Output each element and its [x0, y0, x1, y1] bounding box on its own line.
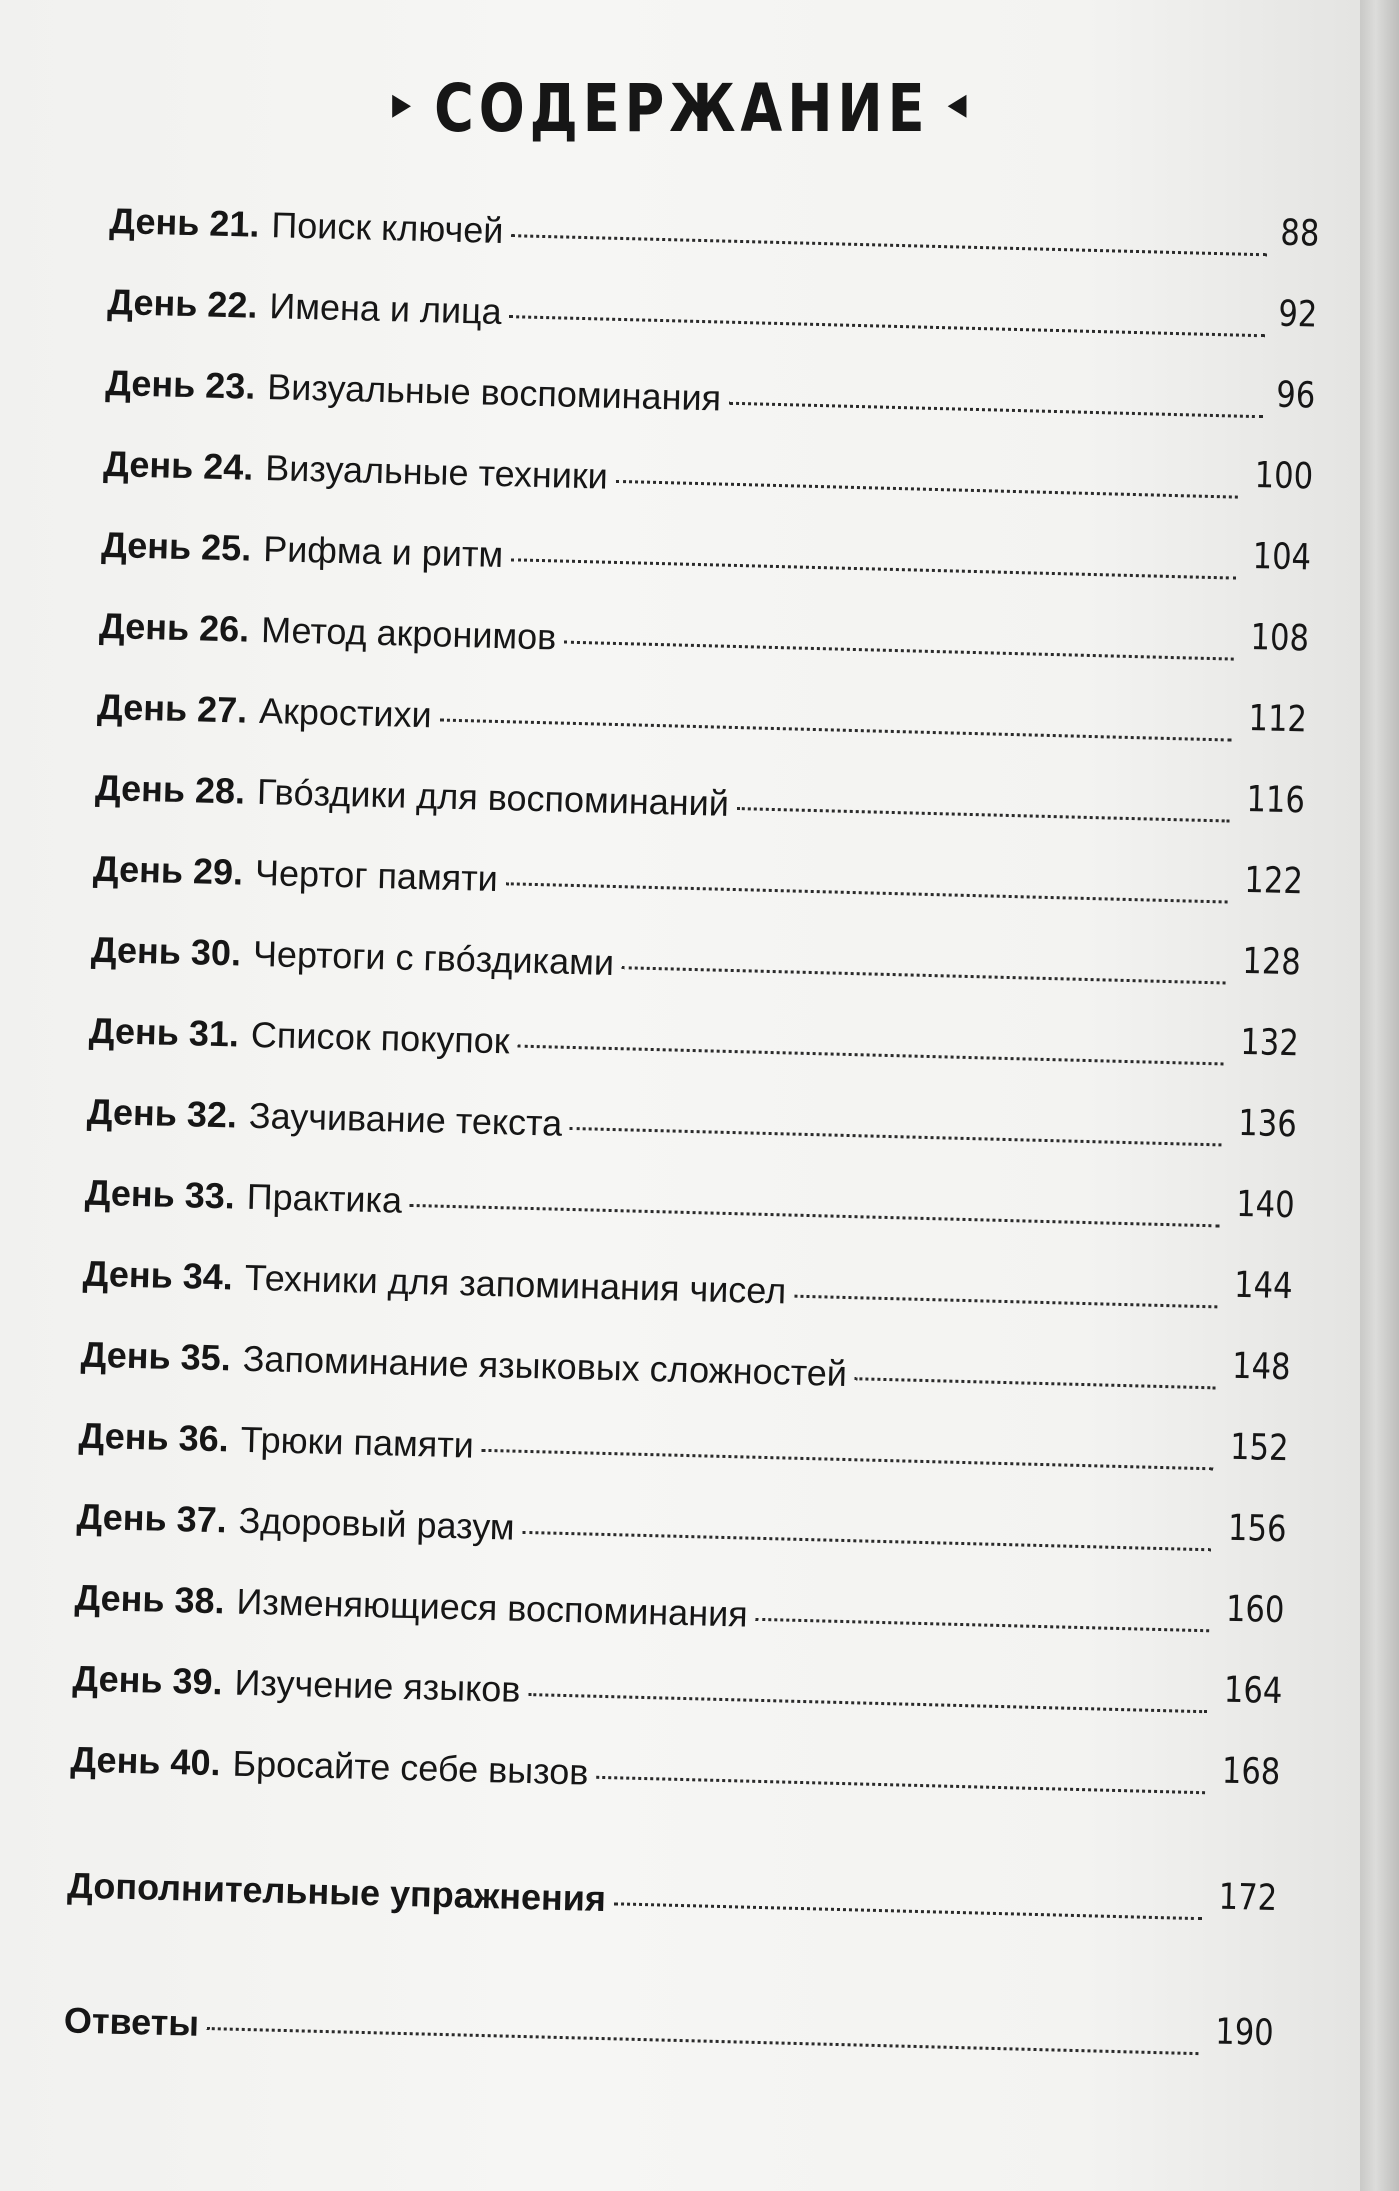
entry-day-label: День 31.: [88, 1009, 240, 1055]
dot-leader: [756, 1618, 1210, 1632]
entry-page-number: 136: [1238, 1102, 1298, 1146]
entry-day-label: День 39.: [72, 1657, 224, 1703]
entry-page-number: 190: [1215, 2011, 1275, 2055]
toc-entry: [105, 362, 1316, 435]
left-triangle-icon: ◀: [947, 87, 972, 123]
entry-day-label: День 36.: [78, 1414, 230, 1460]
toc-entry: [88, 1010, 1299, 1083]
toc-entry: [84, 1172, 1295, 1245]
entry-page-number: 96: [1275, 374, 1316, 417]
entry-title: Изменяющиеся воспоминания: [236, 1580, 749, 1635]
entry-title: Визуальные воспоминания: [266, 366, 722, 419]
toc-entry: [109, 200, 1320, 273]
entry-day-label: День 25.: [100, 523, 252, 569]
toc-entry: [80, 1334, 1291, 1407]
entry-title: Имена и лица: [268, 285, 503, 332]
dot-leader: [482, 1449, 1214, 1471]
entry-page-number: 152: [1229, 1426, 1290, 1470]
entry-day-label: День 34.: [82, 1252, 234, 1298]
entry-page-number: 140: [1236, 1183, 1296, 1227]
entry-title: Ответы: [63, 1999, 200, 2044]
entry-title: Здоровый разум: [238, 1499, 516, 1548]
dot-leader: [510, 315, 1266, 337]
dot-leader: [511, 234, 1267, 256]
dot-leader: [439, 719, 1232, 742]
entry-day-label: День 29.: [92, 847, 244, 893]
dot-leader: [614, 1902, 1202, 1920]
toc-entry: [107, 281, 1318, 354]
entry-title: Метод акронимов: [260, 608, 557, 658]
entry-page-number: 148: [1231, 1345, 1292, 1389]
toc-entry: [97, 686, 1308, 759]
entry-day-label: День 32.: [86, 1090, 238, 1136]
dot-leader: [596, 1776, 1205, 1794]
dot-leader: [564, 641, 1234, 661]
entry-day-label: День 21.: [108, 200, 260, 245]
entry-page-number: 108: [1250, 617, 1310, 660]
dot-leader: [506, 882, 1228, 903]
entry-title: Поиск ключей: [270, 204, 504, 251]
toc-entry-answers: [63, 1999, 1274, 2072]
toc-entry: [90, 929, 1301, 1002]
dot-leader: [528, 1693, 1207, 1713]
entry-title: Трюки памяти: [240, 1418, 475, 1466]
entry-day-label: День 23.: [104, 361, 256, 407]
toc-entry: [95, 767, 1306, 840]
toc-entry: [93, 848, 1304, 921]
entry-title: Техники для запоминания чисел: [244, 1256, 787, 1312]
toc-entry: [72, 1658, 1283, 1731]
entry-title: Визуальные техники: [264, 447, 609, 497]
dot-leader: [855, 1377, 1216, 1389]
entry-page-number: 164: [1223, 1669, 1284, 1713]
toc-header: [124, 70, 1239, 147]
entry-day-label: День 28.: [94, 766, 246, 812]
entry-day-label: День 38.: [74, 1576, 226, 1622]
dot-leader: [410, 1204, 1220, 1227]
entry-title: Бросайте себе вызов: [231, 1742, 589, 1793]
table-of-contents: [0, 197, 1360, 2055]
entry-page-number: 100: [1254, 455, 1314, 498]
page-title: СОДЕРЖАНИЕ: [434, 70, 930, 147]
toc-entry: [99, 605, 1310, 678]
entry-title: Заучивание текста: [248, 1094, 563, 1144]
entry-day-label: День 26.: [98, 604, 250, 650]
dot-leader: [794, 1295, 1218, 1309]
entry-page-number: 128: [1242, 940, 1302, 984]
toc-entry: [101, 524, 1312, 597]
dot-leader: [622, 966, 1226, 984]
entry-day-label: День 30.: [90, 928, 242, 974]
dot-leader: [517, 1045, 1223, 1066]
entry-title: Дополнительные упражнения: [66, 1864, 607, 1920]
entry-page-number: 132: [1240, 1021, 1300, 1065]
entry-day-label: День 37.: [76, 1495, 228, 1541]
entry-page-number: 92: [1278, 293, 1318, 336]
entry-day-label: День 22.: [106, 280, 258, 326]
entry-page-number: 156: [1227, 1507, 1288, 1551]
entry-title: Чертог памяти: [254, 851, 499, 900]
toc-entry: [86, 1091, 1297, 1164]
dot-leader: [511, 558, 1236, 579]
entry-title: Практика: [246, 1175, 403, 1221]
entry-day-label: День 33.: [84, 1171, 236, 1217]
toc-entry: [103, 443, 1314, 516]
entry-page-number: 168: [1221, 1750, 1282, 1794]
entry-day-label: День 24.: [102, 442, 254, 488]
dot-leader: [616, 480, 1239, 499]
entry-title: Чертоги с гвóздиками: [252, 932, 615, 983]
entry-page-number: 172: [1218, 1876, 1278, 1920]
dot-leader: [522, 1531, 1211, 1551]
entry-day-label: День 35.: [80, 1333, 232, 1379]
entry-title: Список покупок: [250, 1013, 511, 1062]
toc-entry-extra-exercises: [67, 1864, 1278, 1937]
right-triangle-icon: ▶: [392, 87, 417, 123]
entry-title: Акростихи: [258, 689, 433, 736]
entry-title: Гвóздики для воспоминаний: [256, 770, 730, 824]
entry-title: Рифма и ритм: [262, 527, 504, 576]
entry-page-number: 104: [1252, 536, 1312, 579]
toc-entry: [74, 1577, 1285, 1650]
dot-leader: [207, 2027, 1199, 2055]
entry-page-number: 116: [1246, 778, 1306, 822]
entry-page-number: 122: [1244, 859, 1304, 903]
entry-title: Изучение языков: [234, 1661, 521, 1710]
entry-page-number: 112: [1248, 697, 1308, 741]
book-spine: [1360, 0, 1399, 2191]
toc-entry: [78, 1415, 1289, 1488]
toc-entry: [76, 1496, 1287, 1569]
entry-page-number: 144: [1233, 1264, 1294, 1308]
entry-title: Запоминание языковых сложностей: [242, 1337, 848, 1395]
dot-leader: [729, 402, 1263, 419]
entry-page-number: 160: [1225, 1588, 1286, 1632]
entry-day-label: День 27.: [96, 685, 248, 731]
entry-day-label: День 40.: [70, 1738, 222, 1784]
toc-entry: [70, 1739, 1281, 1812]
toc-entry: [82, 1253, 1293, 1326]
dot-leader: [570, 1127, 1222, 1146]
entry-page-number: 88: [1280, 212, 1321, 255]
dot-leader: [737, 807, 1230, 822]
